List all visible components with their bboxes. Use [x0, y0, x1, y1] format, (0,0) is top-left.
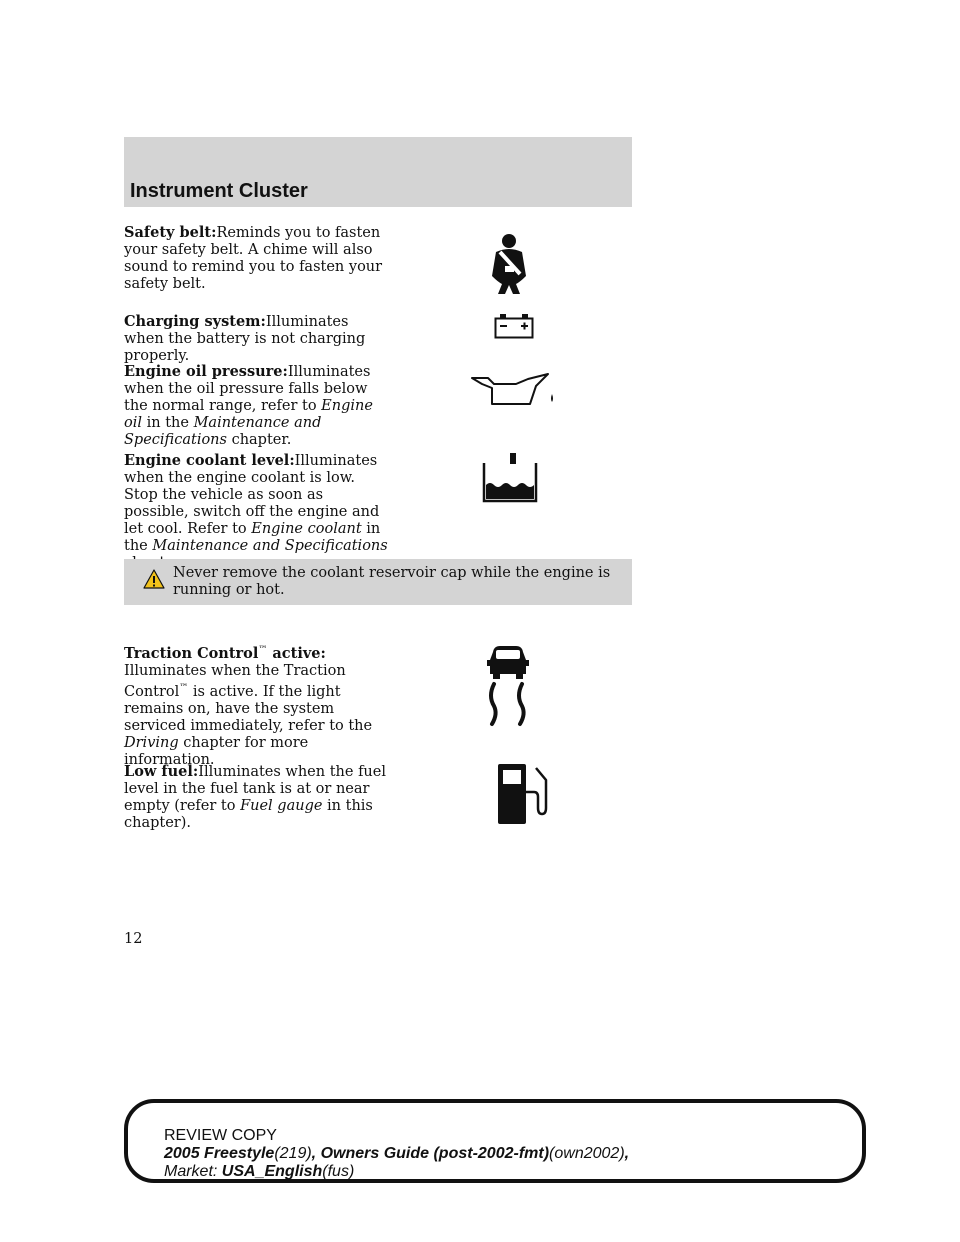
low-fuel-text-2: in this chapter).	[124, 798, 373, 831]
oil-pressure-text-3: chapter.	[226, 432, 292, 448]
battery-icon	[494, 313, 534, 339]
page-number: 12	[124, 931, 143, 947]
fuel-ref-fuel-gauge: Fuel gauge	[240, 798, 323, 814]
warning-text: Never remove the coolant reservoir cap while the engine is running or hot.	[173, 565, 611, 598]
footer-market-code: (fus)	[322, 1163, 355, 1180]
coolant-ref-engine-coolant: Engine coolant	[251, 521, 362, 537]
page-title: Instrument Cluster	[130, 180, 308, 202]
fuel-pump-icon	[494, 762, 550, 826]
footer-guide-code: (own2002)	[549, 1145, 625, 1162]
safety-belt-label: Safety belt:	[124, 224, 217, 241]
coolant-level-label: Engine coolant level:	[124, 452, 295, 469]
traction-control-label: Traction Control	[124, 644, 259, 662]
coolant-level-text: Illuminates when the engine coolant is low. Stop the vehicle as soon as possible, switch off the engine and let cool. Refer to	[124, 453, 380, 537]
oil-pressure-label: Engine oil pressure:	[124, 363, 288, 380]
coolant-ref-chapter: Maintenance and Specifications	[152, 538, 388, 554]
traction-control-text-3: chapter for more information.	[124, 734, 309, 768]
seatbelt-icon	[486, 232, 532, 294]
trademark-symbol: ™	[258, 645, 268, 655]
footer-market-value: USA_English	[221, 1163, 323, 1180]
footer-guide-title: , Owners Guide (post-2002-fmt)	[311, 1145, 550, 1162]
oil-pressure-text-2: in the	[142, 415, 194, 431]
low-fuel-label: Low fuel:	[124, 763, 199, 780]
low-fuel-entry	[124, 763, 392, 832]
coolant-reservoir-icon	[480, 452, 540, 504]
safety-belt-text: Reminds you to fasten your safety belt. A chime will also sound to remind you to fasten your safety belt.	[124, 225, 383, 292]
traction-control-text: Illuminates when the Traction Control	[124, 662, 346, 700]
traction-control-icon	[484, 644, 532, 728]
engine-oil-pressure-entry	[124, 363, 392, 449]
footer-review-copy: REVIEW COPY	[164, 1127, 277, 1144]
safety-belt-entry	[124, 224, 392, 293]
engine-coolant-level-entry	[124, 452, 392, 572]
footer-market	[164, 1163, 354, 1180]
traction-control-text-2: is active. If the light remains on, have the system serviced immediately, refer to the	[124, 683, 373, 734]
oil-can-icon	[470, 370, 558, 410]
oil-pressure-text: Illuminates when the oil pressure falls below the normal range, refer to	[124, 364, 371, 414]
footer-vehicle-code: (219)	[274, 1145, 312, 1162]
oil-ref-engine-oil: Engine oil	[124, 398, 373, 431]
coolant-level-text-2: in the	[124, 521, 381, 554]
oil-ref-chapter: Maintenance and Specifications	[124, 415, 322, 448]
charging-system-label: Charging system:	[124, 313, 266, 330]
charging-system-entry	[124, 313, 392, 365]
warning-triangle-icon	[143, 569, 165, 589]
footer-market-label: Market:	[164, 1163, 222, 1180]
low-fuel-text: Illuminates when the fuel level in the fuel tank is at or near empty (refer to	[124, 764, 386, 814]
footer-comma: ,	[624, 1145, 630, 1162]
traction-control-label-2: active:	[267, 644, 326, 662]
footer-vehicle: 2005 Freestyle	[164, 1145, 275, 1162]
traction-control-entry	[124, 642, 392, 769]
footer-document-info	[164, 1145, 629, 1162]
traction-ref-driving: Driving	[124, 734, 179, 751]
trademark-symbol-2: ™	[179, 682, 189, 693]
charging-system-text: Illuminates when the battery is not charging properly.	[124, 314, 366, 364]
